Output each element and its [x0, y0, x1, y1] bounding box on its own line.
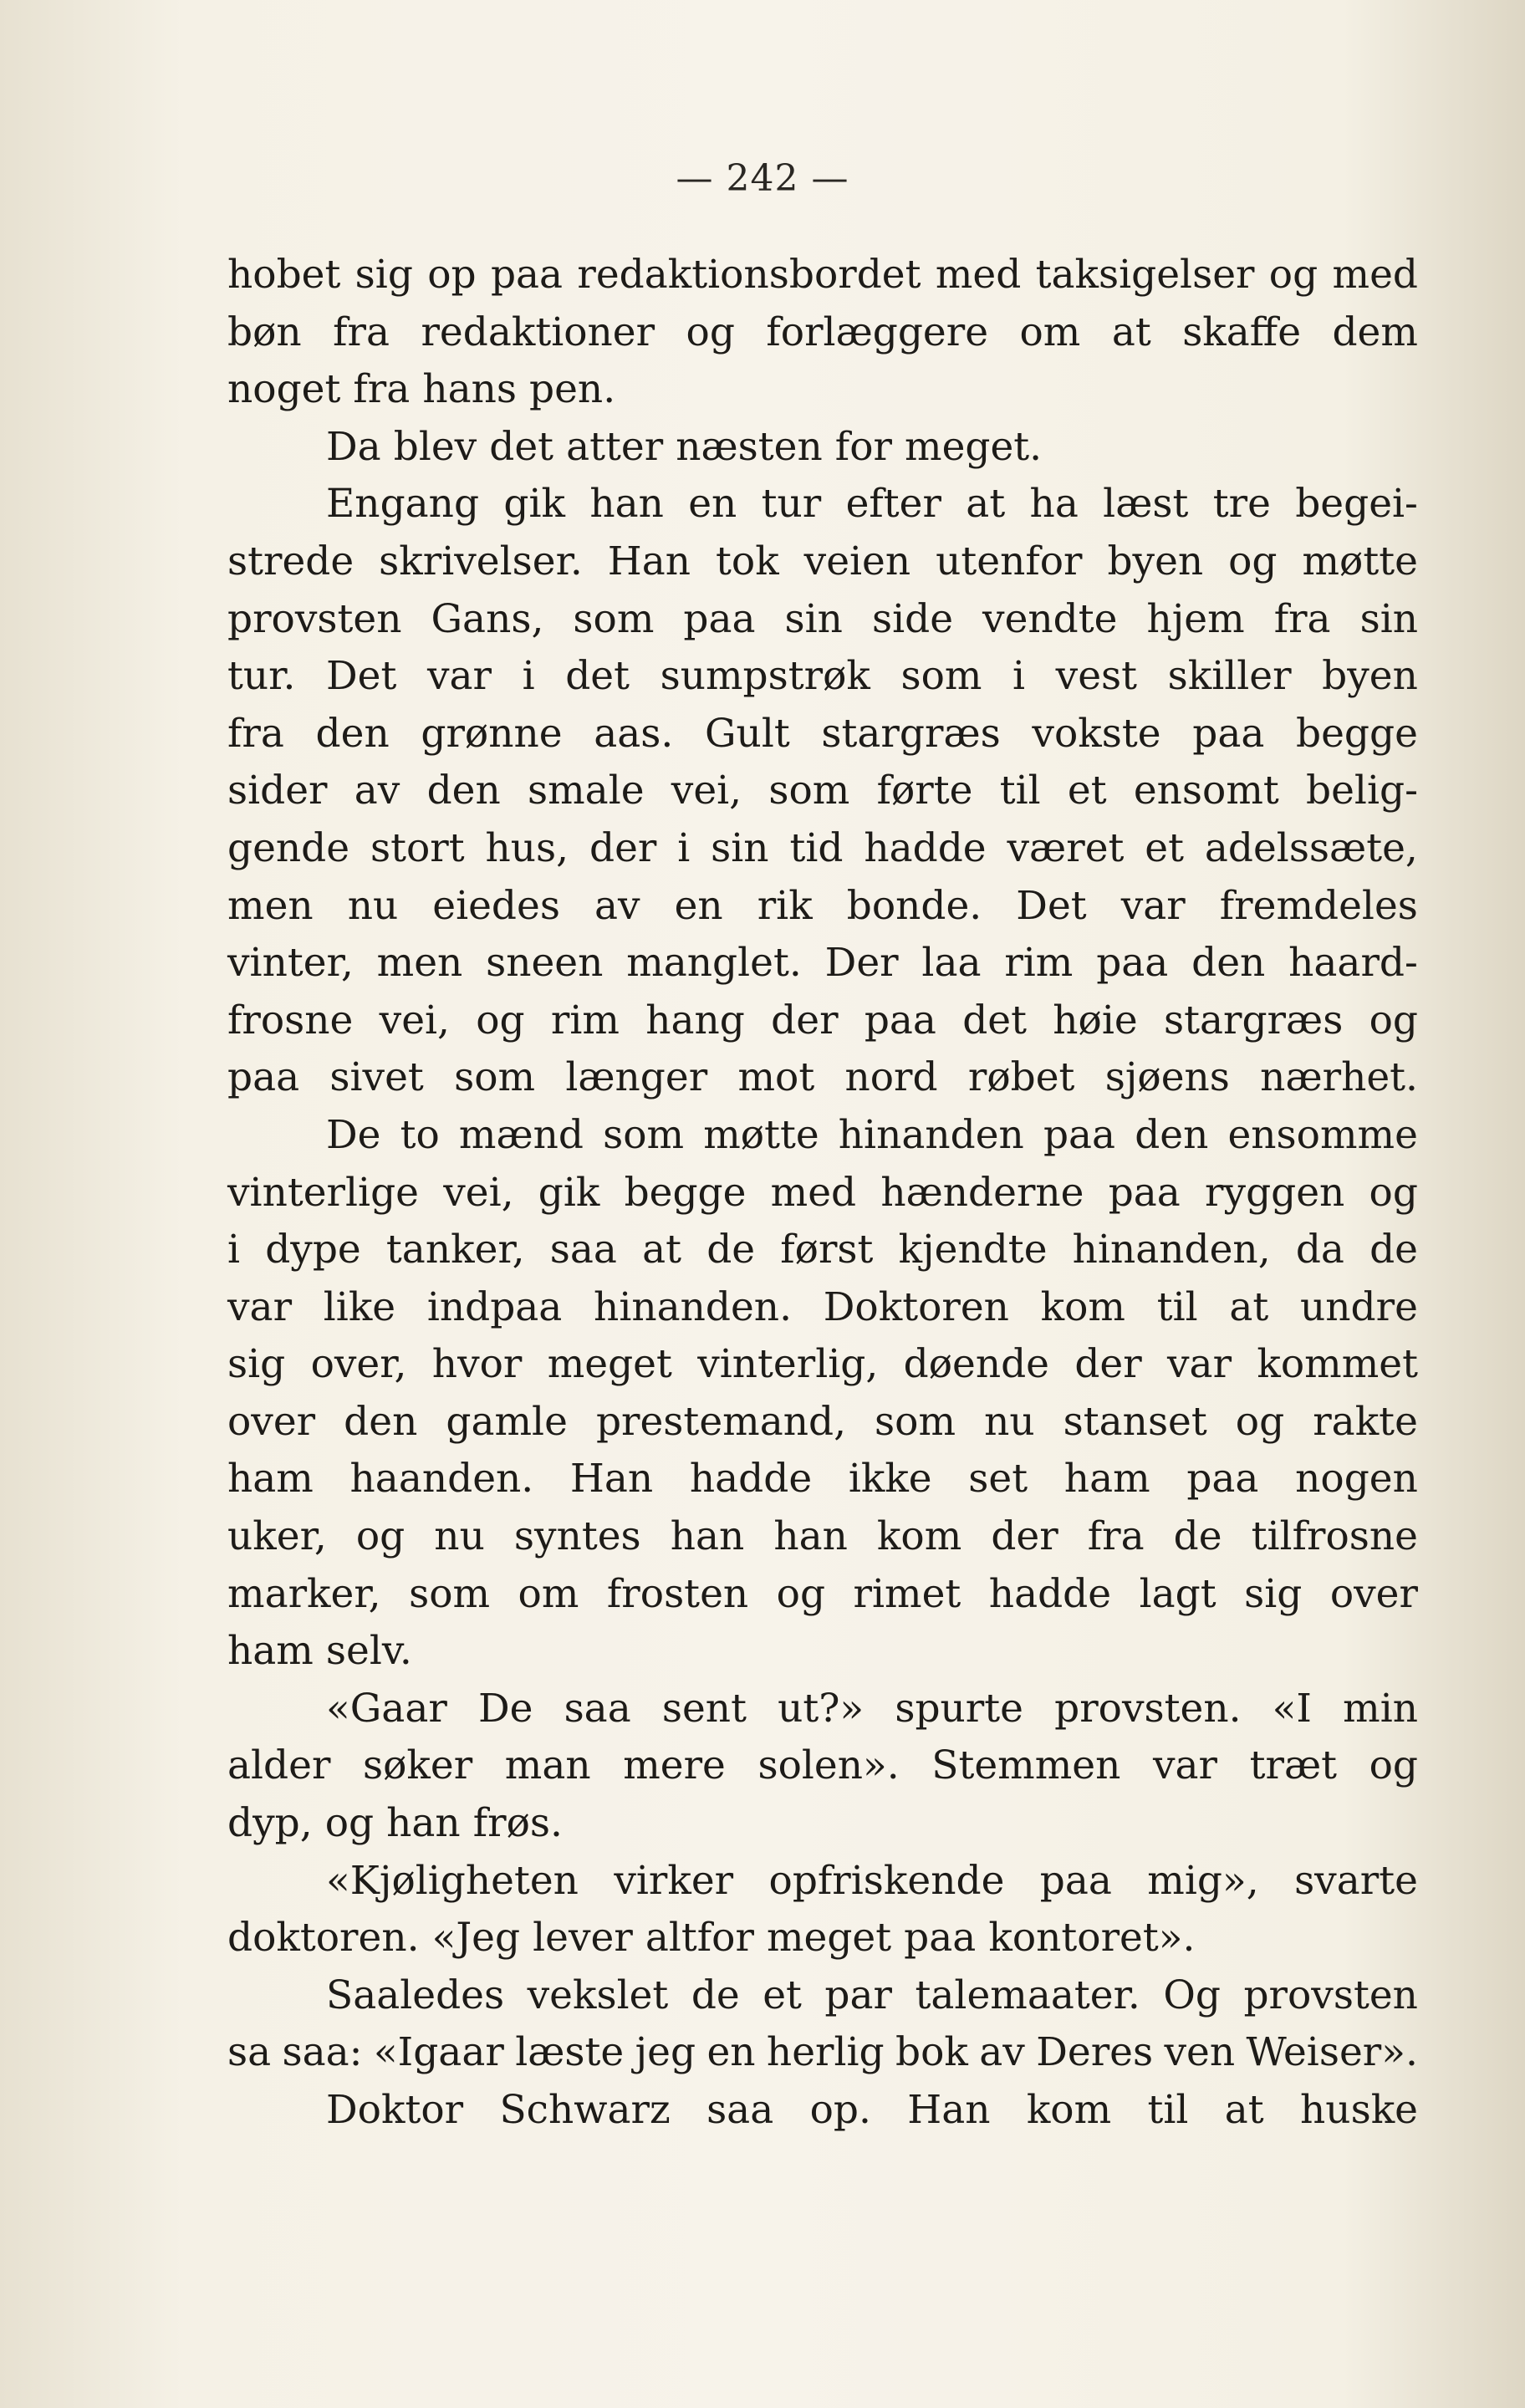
text-line: uker, og nu syntes han han kom der fra de tilfrosne	[227, 1513, 1418, 1560]
text-line: «Gaar De saa sent ut?» spurte provsten. «I min	[326, 1685, 1418, 1732]
text-line: hobet sig op paa redaktionsbordet med taksigelser og med	[227, 252, 1418, 298]
text-line: sider av den smale vei, som førte til et ensomt belig-	[227, 768, 1418, 814]
text-line: men nu eiedes av en rik bonde. Det var fremdeles	[227, 882, 1418, 929]
text-line: tur. Det var i det sumpstrøk som i vest skiller byen	[227, 653, 1418, 700]
text-line: vinter, men sneen manglet. Der laa rim paa den haard-	[227, 940, 1418, 987]
text-line: Saaledes vekslet de et par talemaater. Og provsten	[326, 1972, 1418, 2018]
text-line: paa sivet som længer mot nord røbet sjøens nærhet.	[227, 1054, 1418, 1101]
text-line: over den gamle prestemand, som nu stanset og rakte	[227, 1398, 1418, 1445]
page-number: — 242 —	[676, 157, 849, 200]
text-line: «Kjøligheten virker opfriskende paa mig», svarte	[326, 1857, 1418, 1904]
text-line: dyp, og han frøs.	[227, 1800, 563, 1847]
text-line: Da blev det atter næsten for meget.	[326, 423, 1043, 470]
text-line: De to mænd som møtte hinanden paa den ensomme	[326, 1111, 1418, 1158]
body-text	[227, 247, 1418, 2140]
text-line: Doktor Schwarz saa op. Han kom til at huske	[326, 2087, 1418, 2133]
text-line: marker, som om frosten og rimet hadde lagt sig over	[227, 1570, 1418, 1617]
text-line: bøn fra redaktioner og forlæggere om at skaffe dem	[227, 309, 1418, 355]
text-line: ham haanden. Han hadde ikke set ham paa nogen	[227, 1456, 1418, 1502]
text-line: vinterlige vei, gik begge med hænderne paa ryggen og	[227, 1169, 1418, 1216]
text-line: sa saa: «Igaar læste jeg en herlig bok av Deres ven Weiser».	[227, 2029, 1418, 2076]
text-line: ham selv.	[227, 1628, 412, 1675]
text-line: alder søker man mere solen». Stemmen var træt og	[227, 1742, 1418, 1789]
text-line: provsten Gans, som paa sin side vendte hjem fra sin	[227, 595, 1418, 642]
text-line: doktoren. «Jeg lever altfor meget paa kontoret».	[227, 1915, 1196, 1962]
text-line: i dype tanker, saa at de først kjendte hinanden, da de	[227, 1227, 1418, 1273]
text-line: noget fra hans pen.	[227, 366, 616, 413]
text-line: frosne vei, og rim hang der paa det høie stargræs og	[227, 997, 1418, 1043]
text-line: sig over, hvor meget vinterlig, døende der var kommet	[227, 1341, 1418, 1388]
text-line: Engang gik han en tur efter at ha læst tre begei-	[326, 481, 1418, 528]
text-line: var like indpaa hinanden. Doktoren kom til at undre	[227, 1283, 1418, 1330]
text-line: gende stort hus, der i sin tid hadde været et adelssæte,	[227, 824, 1418, 871]
text-line: strede skrivelser. Han tok veien utenfor byen og møtte	[227, 538, 1418, 584]
text-line: fra den grønne aas. Gult stargræs vokste paa begge	[227, 710, 1418, 757]
